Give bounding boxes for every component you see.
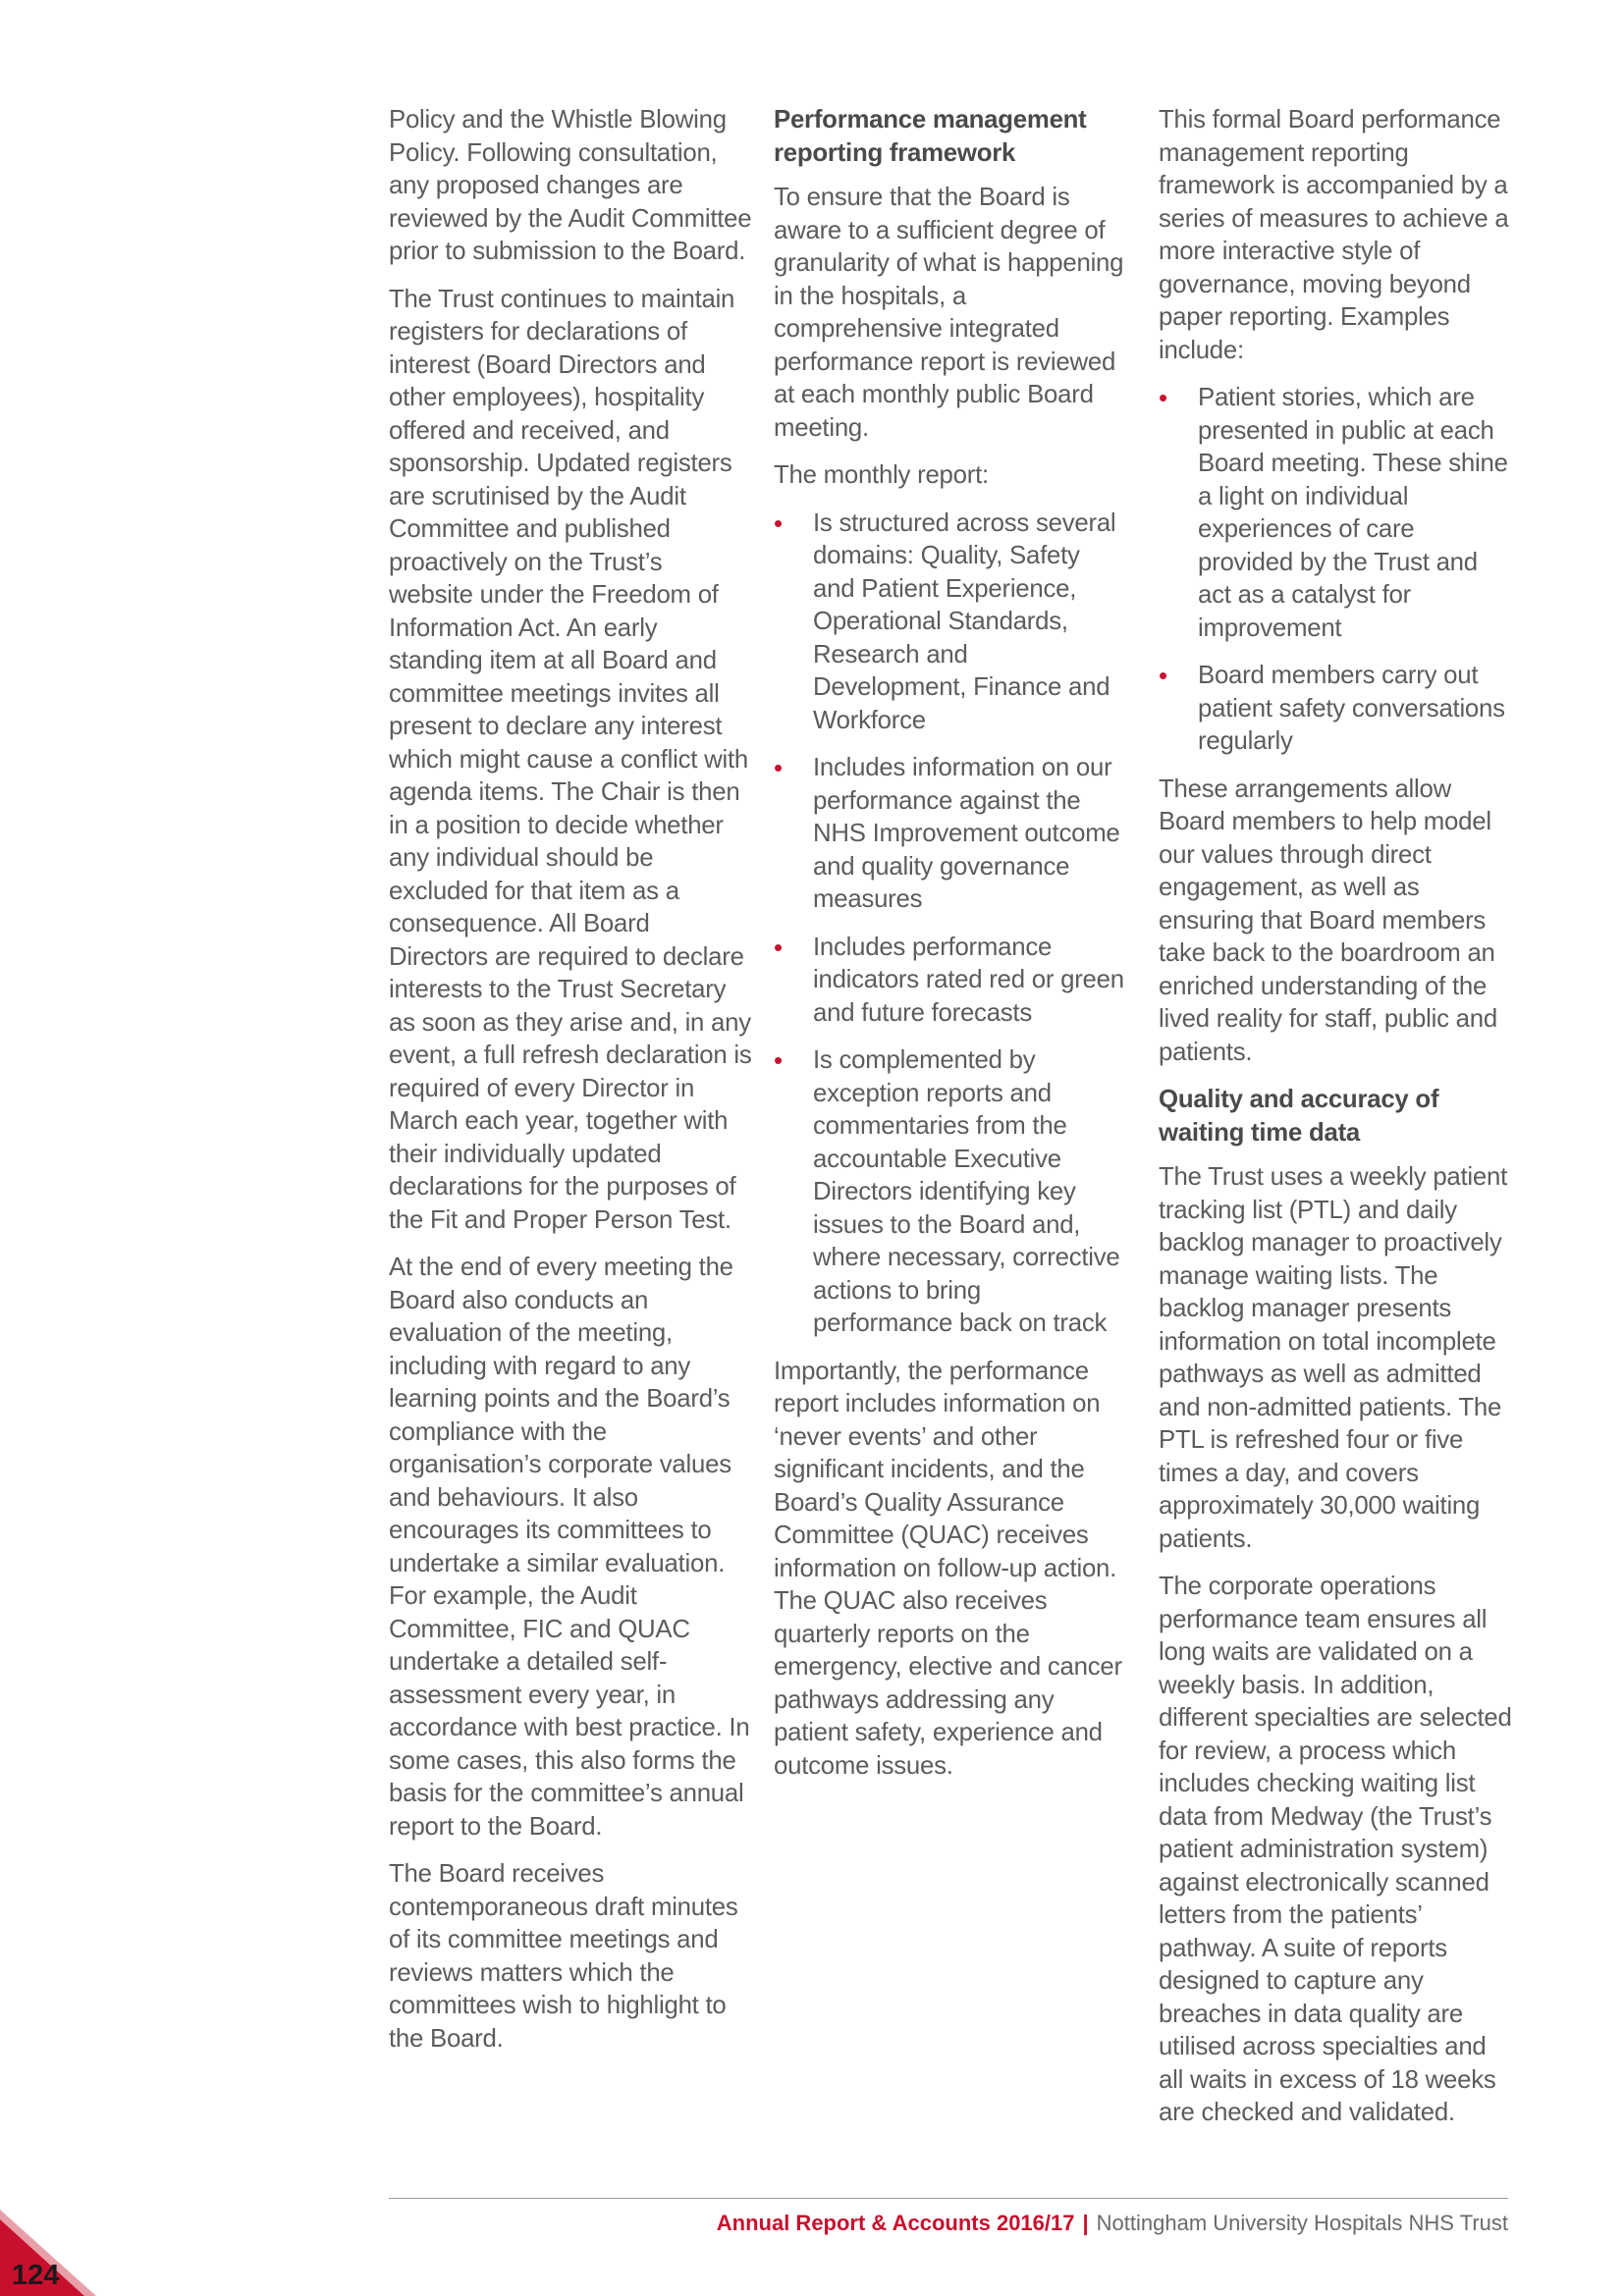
paragraph-framework-intro: To ensure that the Board is aware to a sufficient degree of granularity of what is happening in the hospitals, a comprehensive integrated performance report is reviewed at each monthly public Board meeting. [774,184,1124,442]
paragraph-validation: The corporate operations performance team ensures all long waits are validated on a weekly basis. In addition, different specialties are selected for review, a process which includes checking waiting list data from Medway (the Trust’s patient administration system) against electronically scanned letters from the patients’ pathway. A suite of reports designed to capture any breaches in data quality are utilised across specialties and all waits in excess of 18 weeks are checked and validated. [1159,1573,1512,2126]
list-item-text: Is complemented by exception reports and commentaries from the accountable Executive Directors identifying key issues to the Board and, where necessary, corrective actions to bring performance back on track [813,1046,1120,1337]
list-item-text: Board members carry out patient safety conversations regularly [1198,662,1505,755]
footer-divider [389,2198,1508,2199]
paragraph-policy: Policy and the Whistle Blowing Policy. Following consultation, any proposed changes are reviewed by the Audit Committee prior to submission to the Board. [389,106,752,265]
list-item [774,932,1125,1031]
list-item [1159,660,1516,759]
monthly-report-list [774,507,1125,1341]
bullet-icon: • [774,932,783,962]
bullet-icon: • [774,1045,783,1075]
list-item-text: Is structured across several domains: Quality, Safety and Patient Experience, Operational Standards, Research and Development, Finance and Workforce [813,508,1116,734]
column-middle [774,104,1125,1797]
examples-list [1159,382,1516,759]
paragraph-meeting-evaluation: At the end of every meeting the Board also conducts an evaluation of the meeting, including with regard to any learning points and the Board’s compliance with the organisation’s corporate values and behaviours. It also encourages its committees to undertake a similar evaluation. For example, the Audit Committee, FIC and QUAC undertake a detailed self-assessment every year, in accordance with best practice. In some cases, this also forms the basis for the committee’s annual report to the Board. [389,1254,750,1841]
bullet-icon: • [774,507,783,538]
list-item-text: Patient stories, which are presented in public at each Board meeting. These shine a light on individual experiences of care provided by the Trust and act as a catalyst for improvement [1198,384,1508,642]
paragraph-never-events: Importantly, the performance report includes information on ‘never events’ and other significant incidents, and the Board’s Quality Assurance Committee (QUAC) receives information on follow-up action. The QUAC also receives quarterly reports on the emergency, elective and cancer pathways addressing any patient safety, experience and outcome issues. [774,1357,1122,1780]
list-item [774,507,1125,738]
list-item [1159,382,1516,645]
page-number: 124 [12,2260,60,2291]
bullet-icon: • [1159,383,1167,412]
list-item-text: Includes information on our performance against the NHS Improvement outcome and quality governance measures [813,754,1120,913]
list-item-text: Includes performance indicators rated red or green and future forecasts [813,933,1124,1027]
footer-organisation: Nottingham University Hospitals NHS Trust [1096,2211,1508,2235]
paragraph-monthly-report-lead: The monthly report: [774,461,989,489]
footer-separator: | [1082,2211,1089,2235]
footer [717,2209,1508,2238]
paragraph-registers: The Trust continues to maintain registers for declarations of interest (Board Directors and other employees), hospitality offered and received, and sponsorship. Updated registers are scrutinised by the Audit Committee and published proactively on the Trust’s website under the Freedom of Information Act. An early standing item at all Board and committee meetings invites all present to declare any interest which might cause a conflict with agenda items. The Chair is then in a position to decide whether any individual should be excluded for that item as a consequence. All Board Directors are required to declare interests to the Trust Secretary as soon as they arise and, in any event, a full refresh declaration is required of every Director in March each year, together with their individually updated declarations for the purposes of the Fit and Proper Person Test. [389,285,752,1234]
paragraph-committee-minutes: The Board receives contemporaneous draft minutes of its committee meetings and reviews matters which the committees wish to highlight to the Board. [389,1860,738,2053]
paragraph-interactive-governance: This formal Board performance management reporting framework is accompanied by a series of measures to achieve a more interactive style of governance, moving beyond paper reporting. Examples include: [1159,106,1509,364]
bullet-icon: • [774,753,783,782]
footer-report-title: Annual Report & Accounts 2016/17 [716,2211,1075,2235]
paragraph-ptl: The Trust uses a weekly patient tracking list (PTL) and daily backlog manager to proactively manage waiting lists. The backlog manager presents information on total incomplete pathways as well as admitted and non-admitted patients. The PTL is refreshed four or five times a day, and covers approximately 30,000 waiting patients. [1159,1163,1508,1553]
list-item [774,1044,1125,1341]
column-left [389,104,752,2070]
paragraph-arrangements: These arrangements allow Board members to help model our values through direct engagement, as well as ensuring that Board members take back to the boardroom an enriched understanding of the lived reality for staff, public and patients. [1159,774,1497,1066]
column-right [1159,104,1516,2145]
heading-performance-framework: Performance management reporting framework [774,106,1087,167]
list-item [774,752,1125,917]
bullet-icon: • [1159,661,1167,690]
heading-waiting-time-data: Quality and accuracy of waiting time data [1159,1086,1439,1147]
